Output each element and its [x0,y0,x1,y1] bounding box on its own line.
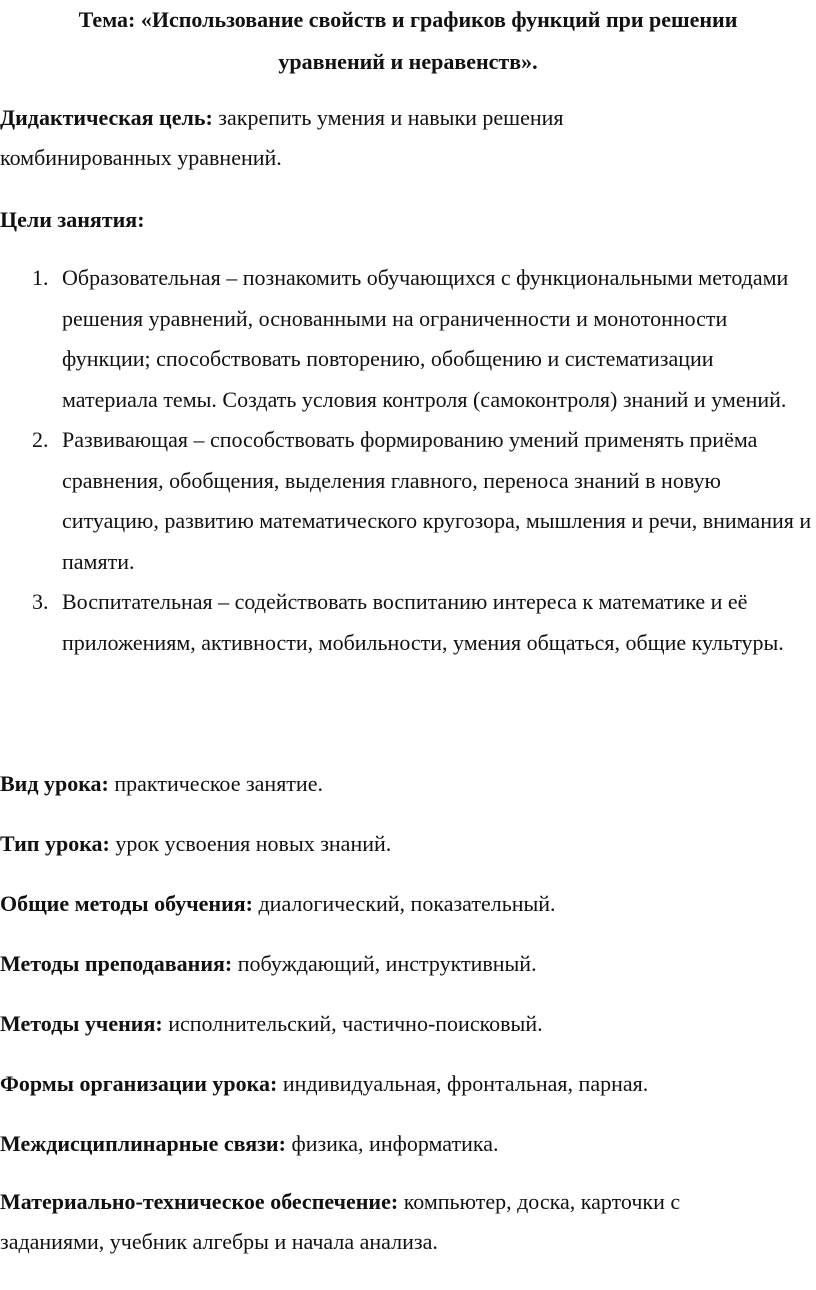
lesson-goals-heading: Цели занятия: [0,207,145,232]
page-title [0,0,816,82]
goal-item [0,582,812,663]
goals-list [0,258,816,663]
lesson-type-text: урок усвоения новых знаний. [109,831,392,856]
organization-forms [0,1064,812,1104]
goal-text: Образовательная – познакомить обучающихся с функциональными методами решения уравнений, основанными на ограниченности и монотонности функции; способствовать повторению, обобщению и систематизации материала темы. Создать условия контроля (самоконтроля) знаний и умений. [62,265,789,412]
general-methods [0,884,812,924]
learning-methods-label: Методы учения: [0,1011,163,1036]
general-methods-label: Общие методы обучения: [0,891,253,916]
equipment-line-1 [0,1182,812,1222]
general-methods-text: диалогический, показательный. [252,891,556,916]
lesson-kind [0,764,812,804]
goal-item [0,258,812,420]
teaching-methods-label: Методы преподавания: [0,951,233,976]
equipment-text-1: компьютер, доска, карточки с [398,1189,681,1214]
lesson-kind-text: практическое занятие. [108,771,323,796]
goal-item [0,420,812,582]
title-line-1: Тема: «Использование свойств и графиков функций при решении [78,7,738,32]
didactic-goal [0,98,812,178]
interdisciplinary-label: Междисциплинарные связи: [0,1131,286,1156]
lesson-type-label: Тип урока: [0,831,110,856]
goal-text: Воспитательная – содействовать воспитанию интереса к математике и её приложениям, активности, мобильности, умения общаться, общие культуры. [62,589,784,655]
teaching-methods-text: побуждающий, инструктивный. [232,951,537,976]
equipment-line-2: заданиями, учебник алгебры и начала анализа. [0,1229,438,1254]
goal-number: 2. [32,427,49,452]
goal-text: Развивающая – способствовать формированию умений применять приёма сравнения, обобщения, выделения главного, переноса знаний в новую ситуацию, развитию математического кругозора, мышления и речи, внимания и памяти. [62,427,812,574]
goal-number: 1. [32,265,49,290]
organization-forms-text: индивидуальная, фронтальная, парная. [277,1071,649,1096]
lesson-kind-label: Вид урока: [0,771,109,796]
equipment-label: Материально-техническое обеспечение: [0,1189,399,1214]
equipment [0,1182,812,1262]
learning-methods-text: исполнительский, частично-поисковый. [162,1011,543,1036]
title-line-2: уравнений и неравенств». [278,49,538,74]
didactic-goal-text-2: комбинированных уравнений. [0,145,282,170]
goal-number: 3. [32,589,49,614]
interdisciplinary-text: физика, информатика. [285,1131,499,1156]
organization-forms-label: Формы организации урока: [0,1071,278,1096]
didactic-goal-text-1: закрепить умения и навыки решения [212,105,564,130]
learning-methods [0,1004,812,1044]
interdisciplinary-links [0,1124,812,1164]
lesson-type [0,824,812,864]
teaching-methods [0,944,812,984]
didactic-goal-label: Дидактическая цель: [0,105,213,130]
